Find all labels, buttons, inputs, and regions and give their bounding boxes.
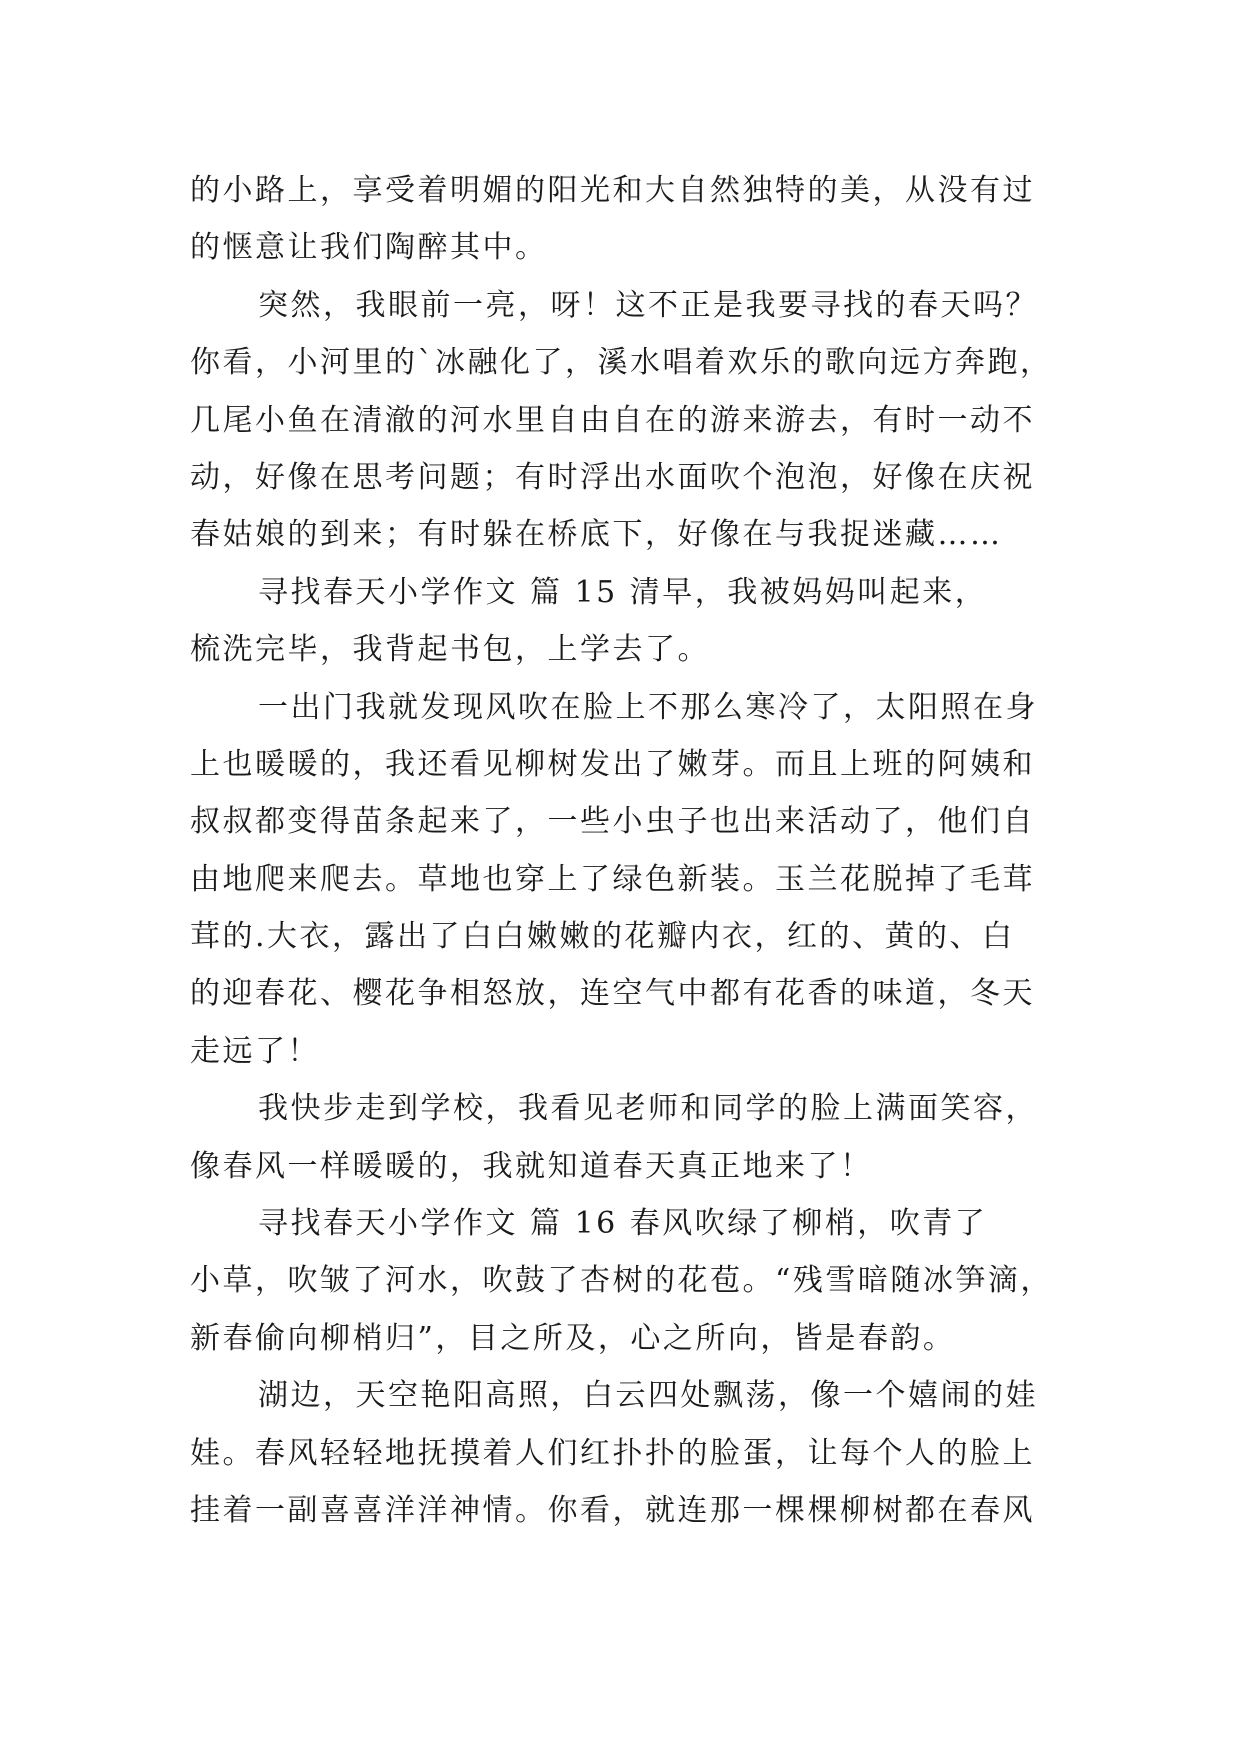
text-line: 上也暖暖的，我还看见柳树发出了嫩芽。而且上班的阿姨和 [190,746,1035,782]
text-line: 的小路上，享受着明媚的阳光和大自然独特的美，从没有过 [190,173,1035,208]
text-line: 的迎春花、樱花争相怒放，连空气中都有花香的味道，冬天 [190,976,1035,1012]
section-heading-line: 寻找春天小学作文 篇 15 清早，我被妈妈叫起来， [258,574,988,610]
text-line: 走远了！ [190,1033,320,1069]
text-line: 新春偷向柳梢归”，目之所及，心之所向，皆是春韵。 [190,1320,956,1356]
text-line: 我快步走到学校，我看见老师和同学的脸上满面笑容， [258,1091,1038,1127]
text-line: 由地爬来爬去。草地也穿上了绿色新装。玉兰花脱掉了毛茸 [190,861,1035,897]
text-line: 你看，小河里的`冰融化了，溪水唱着欢乐的歌向远方奔跑， [190,345,1053,381]
text-line: 像春风一样暖暖的，我就知道春天真正地来了！ [190,1148,873,1184]
text-line: 湖边，天空艳阳高照，白云四处飘荡，像一个嬉闹的娃 [258,1378,1038,1414]
text-line: 动，好像在思考问题；有时浮出水面吹个泡泡，好像在庆祝 [190,459,1035,495]
text-line: 春姑娘的到来；有时躲在桥底下，好像在与我捉迷藏…… [190,517,1003,553]
text-line: 一出门我就发现风吹在脸上不那么寒冷了，太阳照在身 [258,689,1038,725]
text-line: 娃。春风轻轻地抚摸着人们红扑扑的脸蛋，让每个人的脸上 [190,1435,1035,1471]
text-line: 茸的.大衣，露出了白白嫩嫩的花瓣内衣，红的、黄的、白 [190,919,1015,955]
text-line: 的惬意让我们陶醉其中。 [190,230,548,266]
text-line: 突然，我眼前一亮，呀！这不正是我要寻找的春天吗？ [258,287,1038,323]
section-heading-line: 寻找春天小学作文 篇 16 春风吹绿了柳梢，吹青了 [258,1206,988,1242]
text-line: 梳洗完毕，我背起书包，上学去了。 [190,632,710,668]
text-line: 挂着一副喜喜洋洋神情。你看，就连那一棵棵柳树都在春风 [190,1492,1035,1528]
essay-body [190,162,1070,1539]
text-line: 几尾小鱼在清澈的河水里自由自在的游来游去，有时一动不 [190,402,1035,438]
text-line: 小草，吹皱了河水，吹鼓了杏树的花苞。“残雪暗随冰笋滴， [190,1263,1053,1299]
text-line: 叔叔都变得苗条起来了，一些小虫子也出来活动了，他们自 [190,804,1035,840]
